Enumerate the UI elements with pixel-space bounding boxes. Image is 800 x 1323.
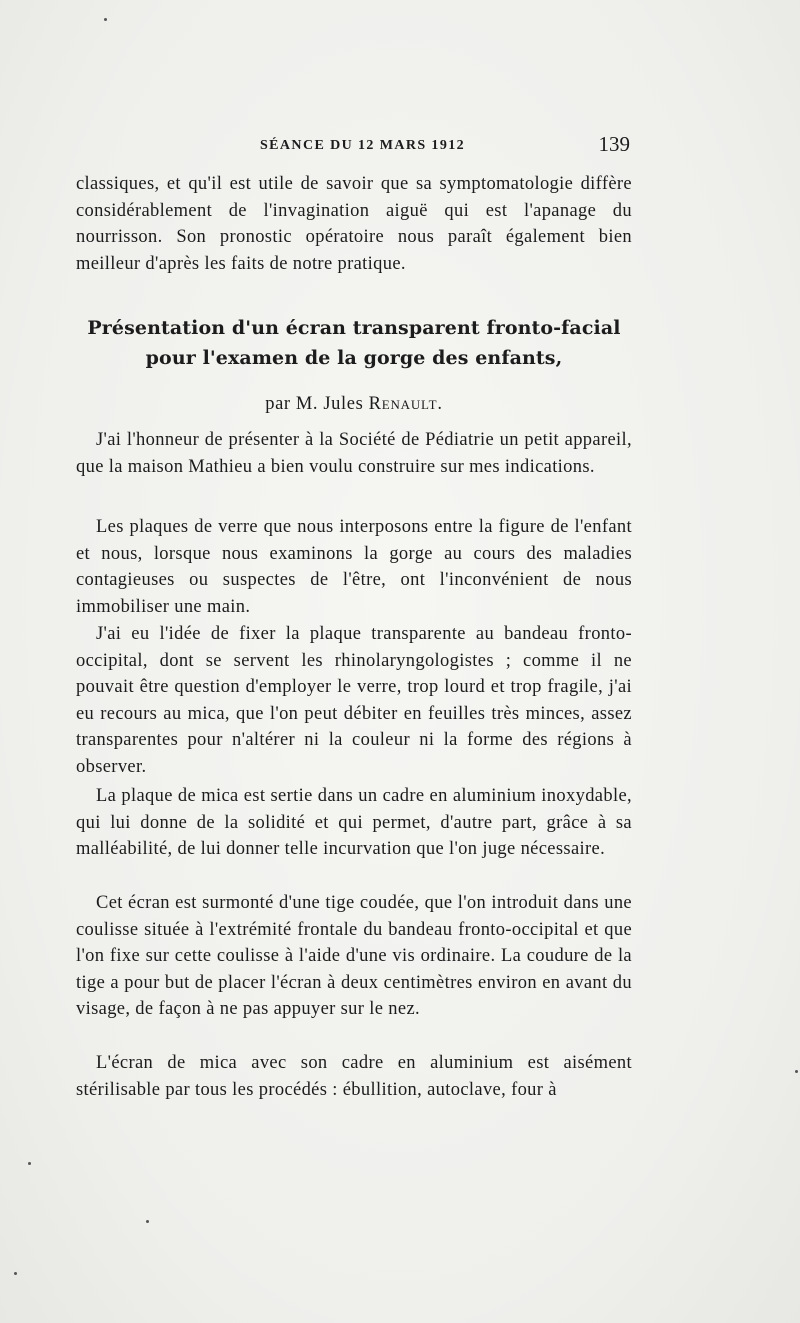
byline [76,394,632,415]
page-number: 139 [598,132,630,156]
paragraph-2: Les plaques de verre que nous interposons entre la figure de l'enfant et nous, lorsque nous examinons la gorge au cours des maladies contagieuses ou suspectes de l'être, ont l'inconvénient de nous immobiliser une main. [76,517,632,617]
byline-prefix: par M. Jules [265,394,364,414]
running-title: SÉANCE DU 12 MARS 1912 [260,138,466,153]
paper-speck [795,1070,798,1073]
paper-speck [14,1272,17,1275]
paragraph-6: L'écran de mica avec son cadre en aluminium est aisément stérilisable par tous les procédés : ébullition, autoclave, four à [76,1053,632,1100]
paragraph-3: J'ai eu l'idée de fixer la plaque transparente au bandeau fronto-occipital, dont se servent les rhinolaryngologistes ; comme il ne pouvait être question d'employer le verre, trop lourd et trop fragile, j'ai eu recours au mica, que l'on peut débiter en feuilles très minces, assez transparentes pour n'altérer ni la couleur ni la forme des régions à observer. [76,624,632,777]
paper-speck [146,1220,149,1223]
paper-speck [104,18,107,21]
author-surname: Renault. [368,394,443,414]
running-head [76,132,632,162]
paragraph-4: La plaque de mica est sertie dans un cadre en aluminium inoxydable, qui lui donne de la solidité et qui permet, d'autre part, grâce à sa malléabilité, de lui donner telle incurvation que l'on juge nécessaire. [76,786,632,860]
paragraph-5: Cet écran est surmonté d'une tige coudée, que l'on introduit dans une coulisse située à l'extrémité frontale du bandeau fronto-occipital et que l'on fixe sur cette coulisse à l'aide d'une vis ordinaire. La coudure de la tige a pour but de placer l'écran à deux centimètres environ en avant du visage, de façon à ne pas appuyer sur le nez. [76,893,632,1020]
article-title: Présentation d'un écran transparent fronto-facial pour l'examen de la gorge des enfants, [87,317,621,369]
paragraph-1: J'ai l'honneur de présenter à la Société de Pédiatrie un petit appareil, que la maison Mathieu a bien voulu construire sur mes indications. [76,430,632,477]
paragraph-continued: classiques, et qu'il est utile de savoir que sa symptomatologie diffère considérablement de l'invagination aiguë qui est l'apanage du nourrisson. Son pronostic opératoire nous paraît également bien meilleur d'après les faits de notre pratique. [76,174,632,274]
paper-speck [28,1162,31,1165]
